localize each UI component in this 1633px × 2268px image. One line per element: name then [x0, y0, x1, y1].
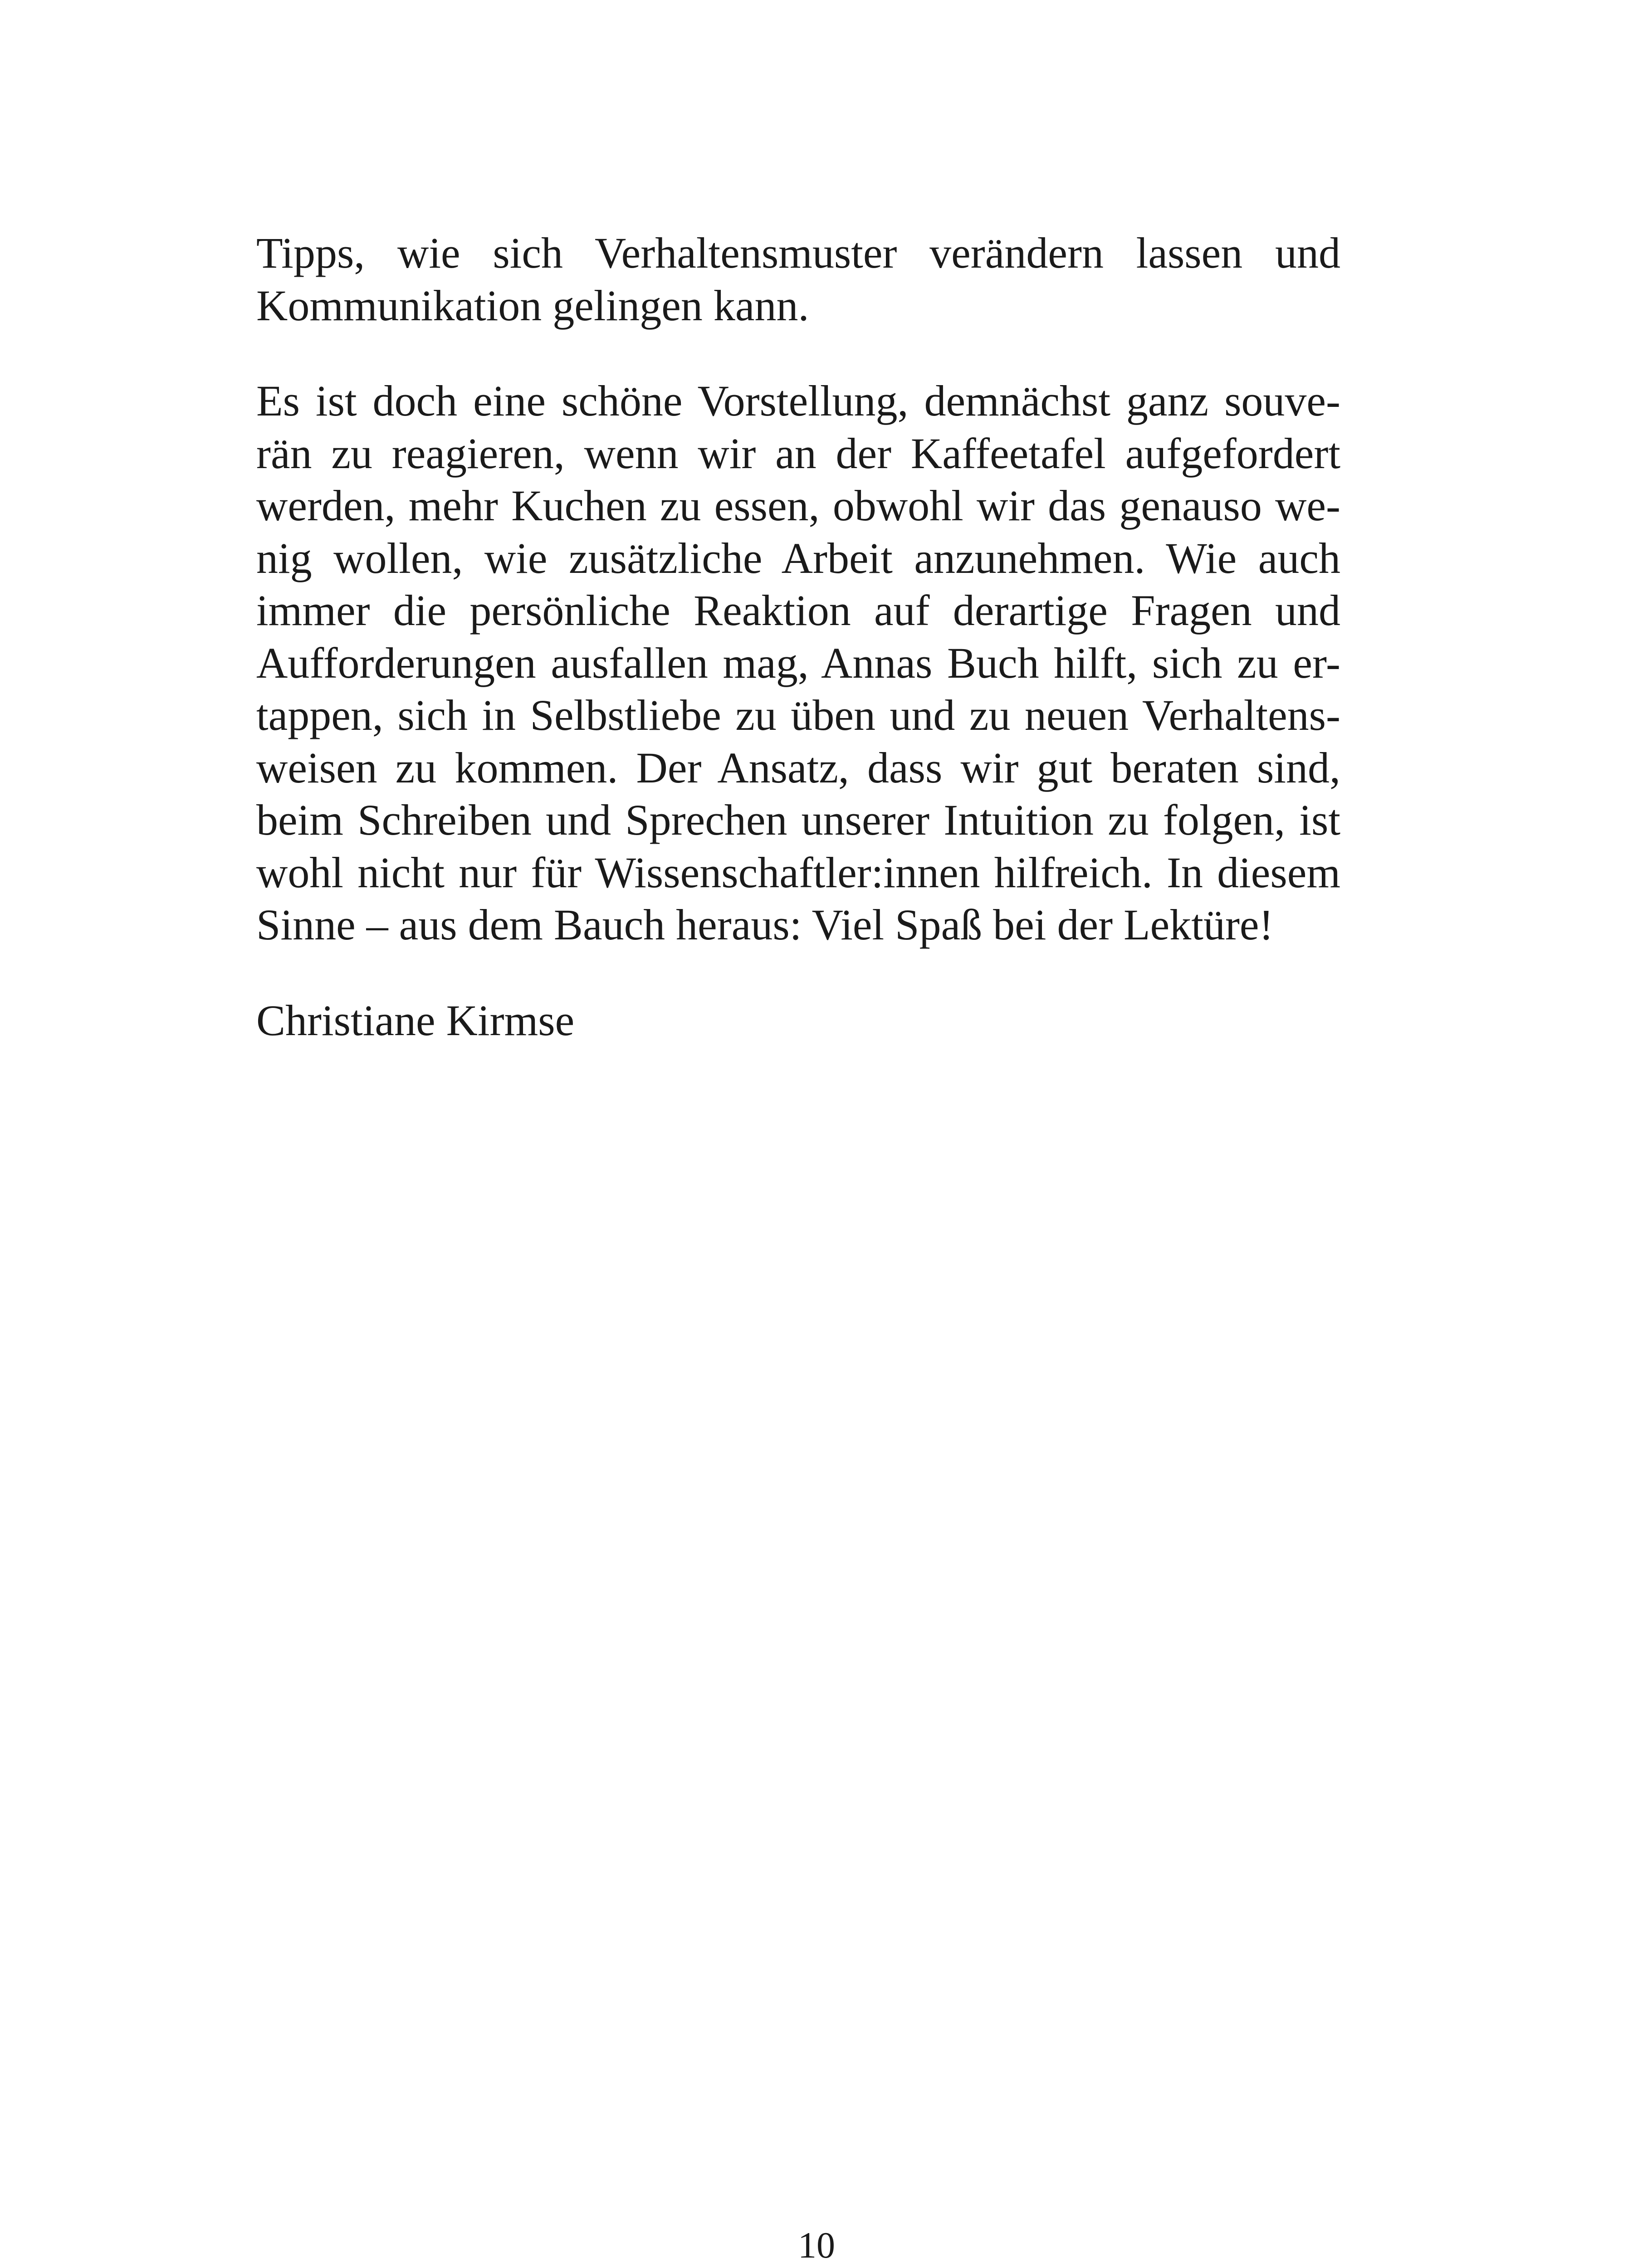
text-line: tappen, sich in Selbstliebe zu üben und zu neuen Verhaltens- — [256, 691, 1340, 739]
paragraph-2 — [256, 375, 1340, 951]
text-line: Sinne – aus dem Bauch heraus: Viel Spaß bei der Lektüre! — [256, 900, 1274, 949]
text-line: rän zu reagieren, wenn wir an der Kaffeetafel aufgefordert — [256, 429, 1340, 478]
text-line: Aufforderungen ausfallen mag, Annas Buch hilft, sich zu er- — [256, 638, 1340, 687]
body-text — [256, 227, 1340, 1046]
text-line: Es ist doch eine schöne Vorstellung, demnächst ganz souve- — [256, 376, 1340, 425]
text-line: Kommunikation gelingen kann. — [256, 281, 809, 330]
text-line: wohl nicht nur für Wissenschaftler:innen hilfreich. In diesem — [256, 848, 1340, 897]
text-line: Tipps, wie sich Verhaltensmuster verändern lassen und — [256, 229, 1340, 277]
text-line: nig wollen, wie zusätzliche Arbeit anzunehmen. Wie auch — [256, 533, 1340, 582]
author-signature: Christiane Kirmse — [256, 996, 575, 1045]
text-line: beim Schreiben und Sprechen unserer Intuition zu folgen, ist — [256, 796, 1340, 844]
page-number: 10 — [798, 2224, 835, 2266]
text-line: werden, mehr Kuchen zu essen, obwohl wir das genauso we- — [256, 481, 1340, 530]
text-line: immer die persönliche Reaktion auf derartige Fragen und — [256, 586, 1340, 635]
paragraph-spacer — [256, 332, 1340, 375]
paragraph-spacer — [256, 951, 1340, 994]
paragraph-1 — [256, 227, 1340, 332]
text-line: weisen zu kommen. Der Ansatz, dass wir gut beraten sind, — [256, 743, 1340, 792]
